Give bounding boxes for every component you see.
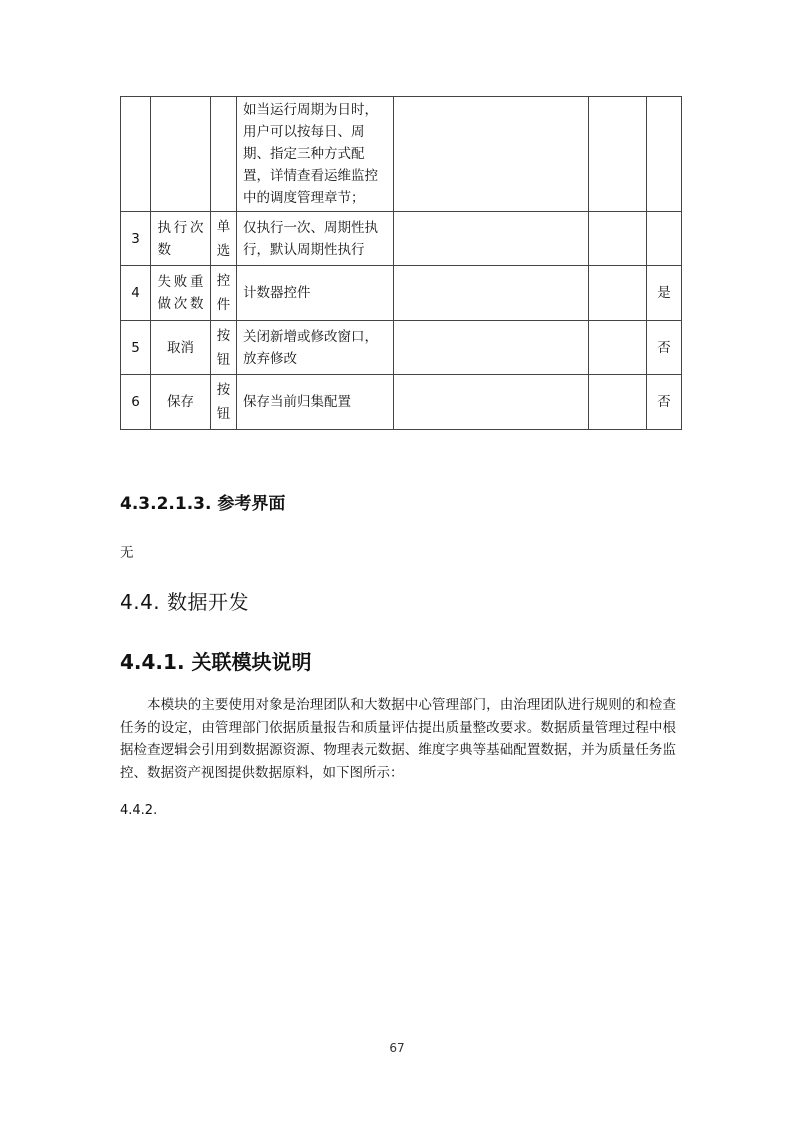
table-row bbox=[121, 97, 682, 212]
section-heading-module-description: 4.4.1. 关联模块说明 bbox=[120, 650, 312, 674]
table-row bbox=[121, 266, 682, 321]
field-name: 保存 bbox=[151, 375, 211, 430]
empty-cell bbox=[394, 97, 589, 212]
field-name: 执行次数 bbox=[157, 219, 204, 258]
empty-cell bbox=[589, 266, 647, 321]
section-number-4-4-2: 4.4.2. bbox=[120, 803, 158, 818]
field-type: 按钮 bbox=[216, 382, 231, 422]
field-type: 控件 bbox=[216, 273, 231, 313]
field-name: 取消 bbox=[151, 321, 211, 375]
row-number: 5 bbox=[121, 321, 151, 375]
section-heading-data-development: 4.4. 数据开发 bbox=[120, 590, 250, 614]
empty-cell bbox=[394, 375, 589, 430]
required-flag: 是 bbox=[647, 266, 682, 321]
row-number: 6 bbox=[121, 375, 151, 430]
section-heading-reference-ui: 4.3.2.1.3. 参考界面 bbox=[120, 494, 286, 514]
row-number: 3 bbox=[121, 212, 151, 266]
row-number bbox=[121, 97, 151, 212]
field-description: 保存当前归集配置 bbox=[237, 375, 394, 430]
field-name bbox=[151, 97, 211, 212]
module-description-paragraph: 本模块的主要使用对象是治理团队和大数据中心管理部门，由治理团队进行规则的和检查任务的设定，由管理部门依据质量报告和质量评估提出质量整改要求。数据质量管理过程中根据检查逻辑会引用到数据源资源、物理表元数据、维度字典等基础配置数据，并为质量任务监控、数据资产视图提供数据原料，如下图所示： bbox=[120, 697, 676, 781]
table-row bbox=[121, 212, 682, 266]
empty-cell bbox=[589, 321, 647, 375]
required-flag: 否 bbox=[647, 321, 682, 375]
page-number: 67 bbox=[389, 1041, 405, 1055]
field-type: 按钮 bbox=[216, 327, 231, 368]
required-flag bbox=[647, 212, 682, 266]
empty-cell bbox=[589, 97, 647, 212]
row-number: 4 bbox=[121, 266, 151, 321]
required-flag: 否 bbox=[647, 375, 682, 430]
empty-cell bbox=[589, 212, 647, 266]
field-description: 如当运行周期为日时，用户可以按每日、周期、指定三种方式配置，详情查看运维监控中的调度管理章节； bbox=[237, 97, 394, 212]
field-type bbox=[211, 97, 237, 212]
table-row bbox=[121, 375, 682, 430]
empty-cell bbox=[394, 321, 589, 375]
field-type: 单选 bbox=[216, 218, 231, 259]
spec-table bbox=[120, 96, 682, 430]
empty-cell bbox=[589, 375, 647, 430]
field-description: 仅执行一次、周期性执行，默认周期性执行 bbox=[237, 212, 394, 266]
field-name: 失败重做次数 bbox=[157, 274, 204, 312]
field-description: 关闭新增或修改窗口，放弃修改 bbox=[237, 321, 394, 375]
empty-cell bbox=[394, 266, 589, 321]
table-row bbox=[121, 321, 682, 375]
required-flag bbox=[647, 97, 682, 212]
empty-cell bbox=[394, 212, 589, 266]
field-description: 计数器控件 bbox=[237, 266, 394, 321]
reference-ui-body: 无 bbox=[120, 545, 134, 561]
